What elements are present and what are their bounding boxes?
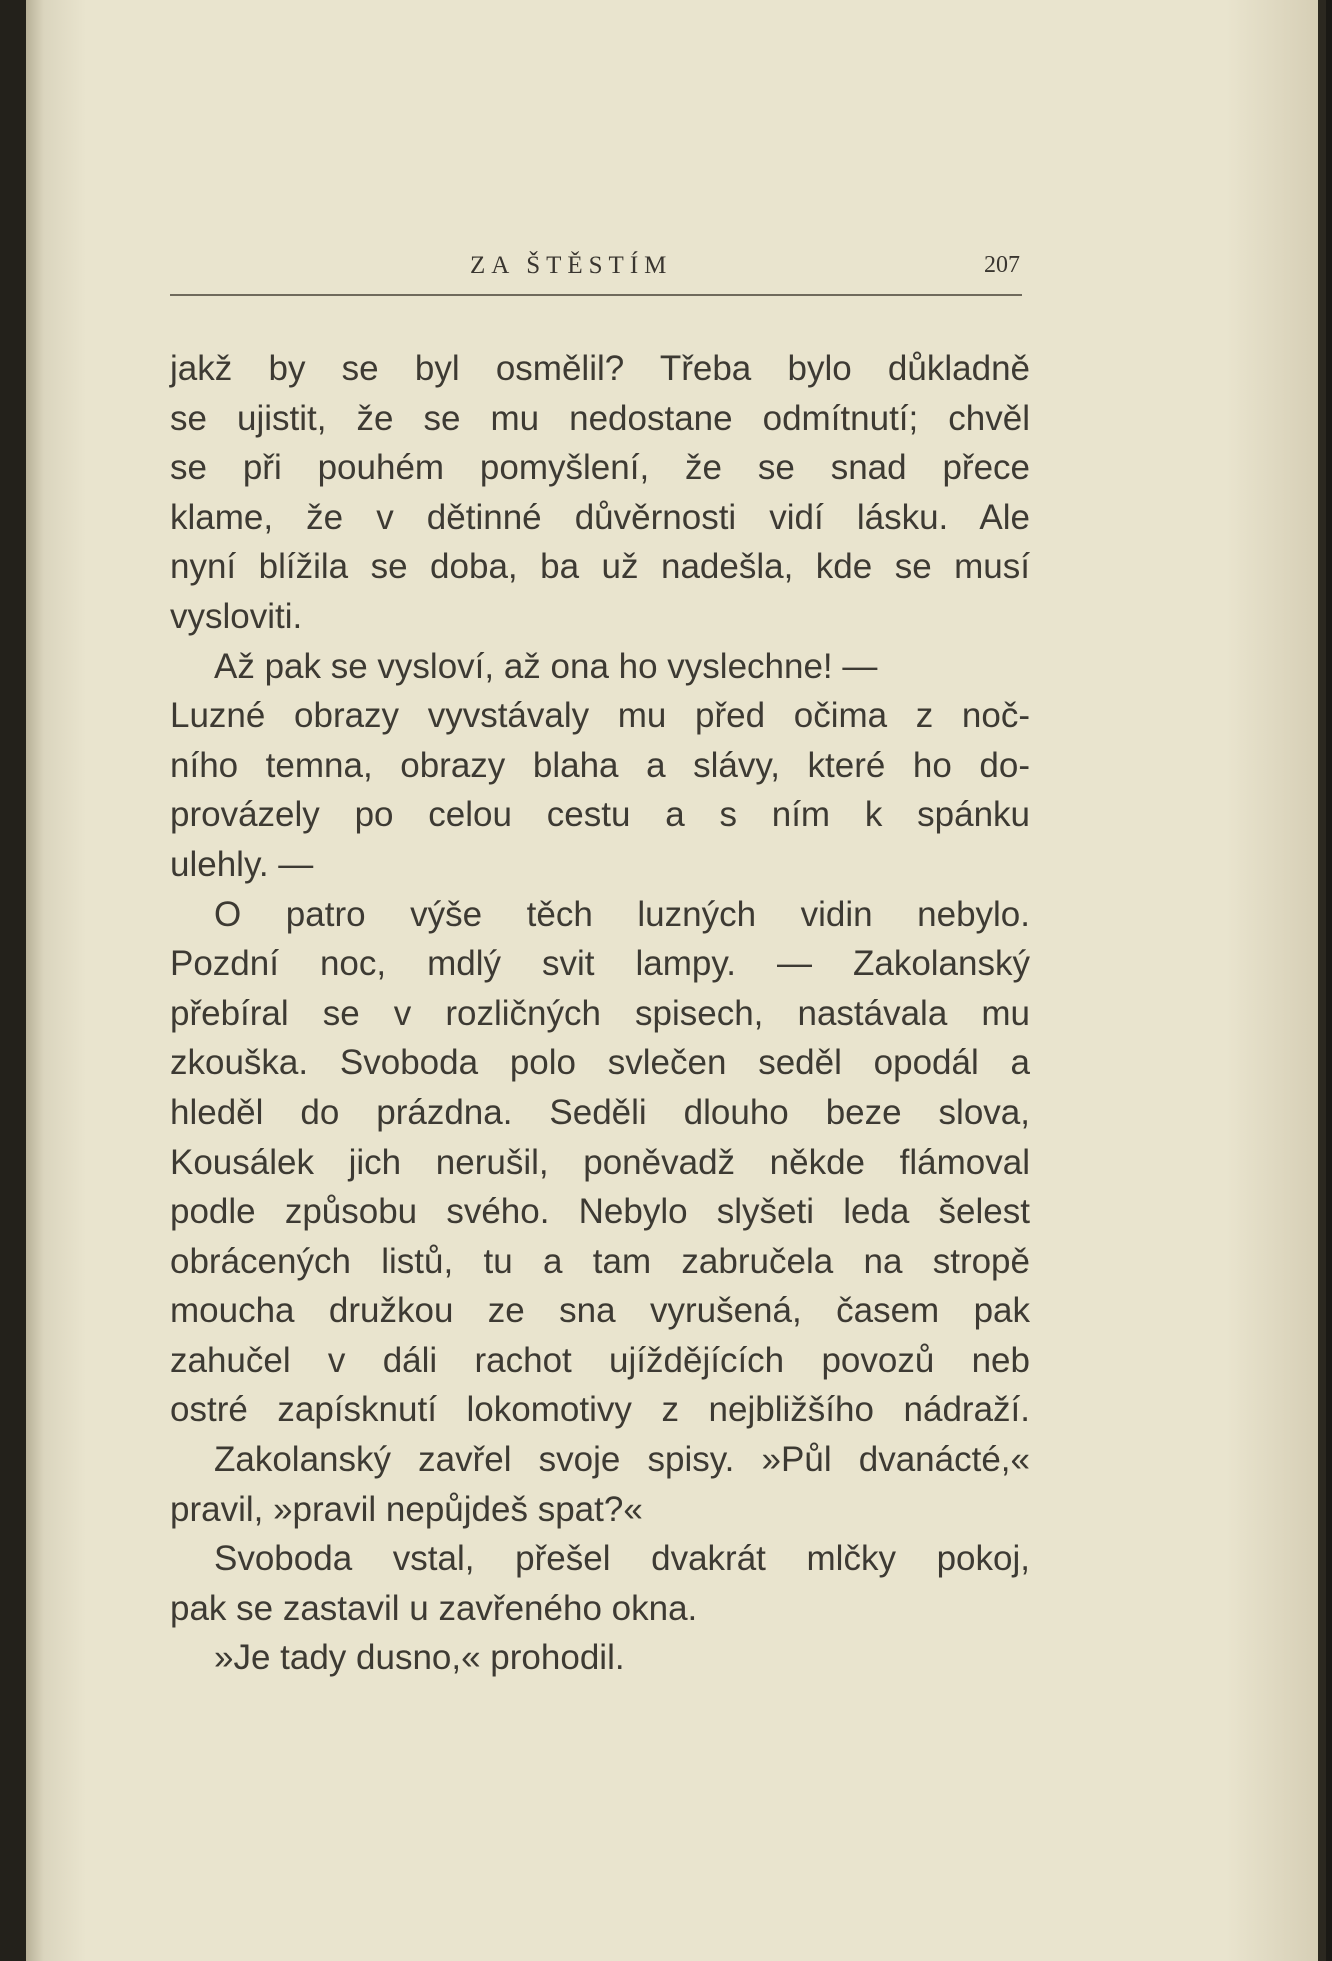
page-edge bbox=[1318, 0, 1326, 1961]
text-line: se ujistit, že se mu nedostane odmítnutí; chvěl bbox=[170, 398, 1030, 438]
text-line: pak se zastavil u zavřeného okna. bbox=[170, 1588, 698, 1628]
text-line: provázely po celou cestu a s ním k spánku bbox=[170, 795, 1030, 835]
text-line: Luzné obrazy vyvstávaly mu před očima z noč- bbox=[170, 696, 1030, 736]
text-line: obrácených listů, tu a tam zabručela na stropě bbox=[170, 1241, 1030, 1281]
text-line: ulehly. — bbox=[170, 844, 314, 884]
text-line: pravil, »pravil nepůjdeš spat?« bbox=[170, 1489, 643, 1529]
text-line: O patro výše těch luzných vidin nebylo. bbox=[214, 894, 1030, 934]
text-line: ního temna, obrazy blaha a slávy, které ho do- bbox=[170, 745, 1030, 785]
text-line: hleděl do prázdna. Seděli dlouho beze slova, bbox=[170, 1092, 1030, 1132]
text-line: Až pak se vysloví, až ona ho vyslechne! — bbox=[214, 646, 878, 686]
text-line: přebíral se v rozličných spisech, nastávala mu bbox=[170, 993, 1030, 1033]
text-line: se při pouhém pomyšlení, že se snad přece bbox=[170, 448, 1030, 488]
text-line: »Je tady dusno,« prohodil. bbox=[214, 1638, 625, 1678]
text-line: Zakolanský zavřel svoje spisy. »Půl dvanácté,« bbox=[214, 1440, 1030, 1480]
text-line: Kousálek jich nerušil, poněvadž někde flámoval bbox=[170, 1142, 1030, 1182]
text-line: ostré zapísknutí lokomotivy z nejbližšího nádraží. bbox=[170, 1390, 1030, 1430]
text-line: moucha družkou ze sna vyrušená, časem pak bbox=[170, 1291, 1030, 1331]
text-line: vysloviti. bbox=[170, 596, 303, 636]
running-title: ZA ŠTĚSTÍM bbox=[470, 252, 673, 279]
page-number: 207 bbox=[984, 252, 1020, 278]
page-header bbox=[170, 250, 1022, 296]
text-line: podle způsobu svého. Nebylo slyšeti leda šelest bbox=[170, 1192, 1030, 1232]
text-line: klame, že v dětinné důvěrnosti vidí lásku. Ale bbox=[170, 497, 1030, 537]
text-line: Pozdní noc, mdlý svit lampy. — Zakolanský bbox=[170, 944, 1030, 984]
text-line: jakž by se byl osmělil? Třeba bylo důkladně bbox=[170, 349, 1030, 388]
body-text bbox=[170, 344, 1030, 1683]
text-line: nyní blížila se doba, ba už nadešla, kde se musí bbox=[170, 547, 1030, 587]
text-line: zkouška. Svoboda polo svlečen seděl opodál a bbox=[170, 1043, 1030, 1083]
text-line: zahučel v dáli rachot ujíždějících povozů neb bbox=[170, 1340, 1030, 1380]
text-line: Svoboda vstal, přešel dvakrát mlčky pokoj, bbox=[214, 1539, 1030, 1579]
